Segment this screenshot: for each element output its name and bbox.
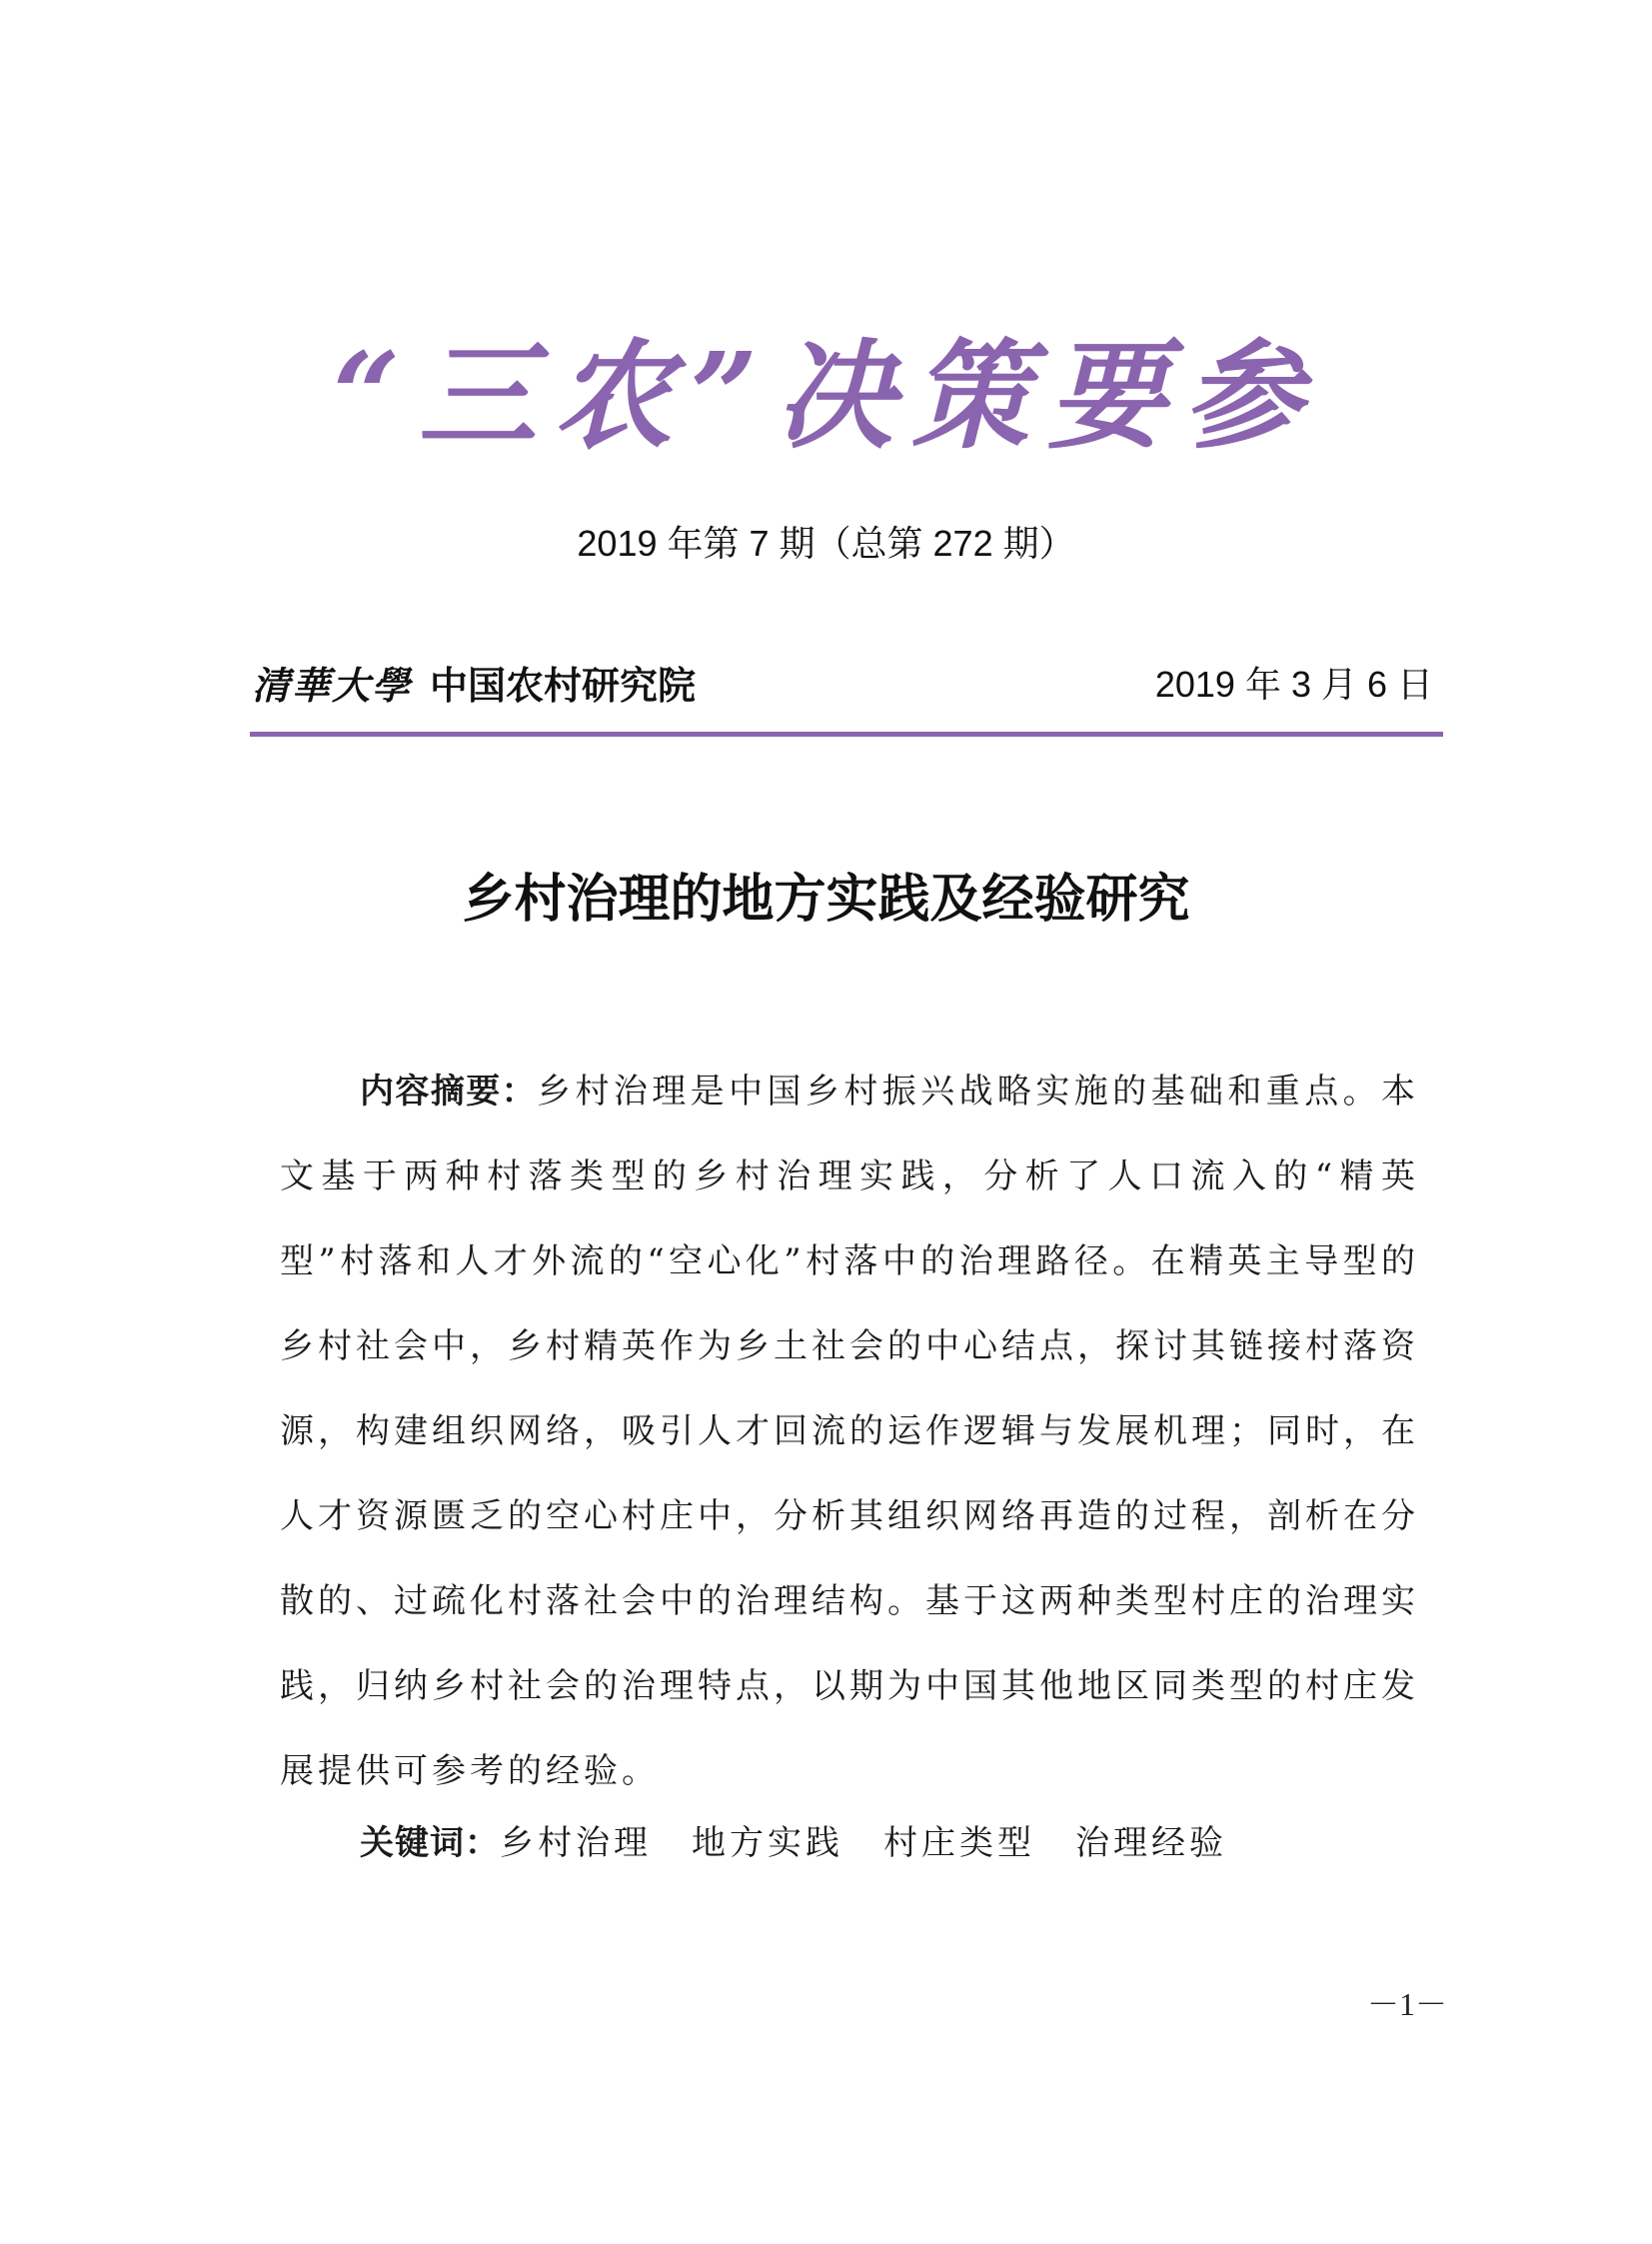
keyword-item: 乡村治理 bbox=[500, 1823, 652, 1863]
masthead-title: “三农”决策要参 bbox=[332, 326, 1320, 465]
keywords-line bbox=[360, 1801, 1439, 1886]
publication-date: 2019 年 3 月 6 日 bbox=[1154, 664, 1433, 705]
abstract-label: 内容摘要： bbox=[360, 1072, 538, 1112]
article-title: 乡村治理的地方实践及经验研究 bbox=[462, 869, 1190, 930]
issue-number: 2019 年第 7 期（总第 272 期） bbox=[577, 523, 1075, 564]
publisher bbox=[252, 655, 696, 710]
keyword-item: 地方实践 bbox=[692, 1823, 843, 1863]
abstract-text: 乡村治理是中国乡村振兴战略实施的基础和重点。本文基于两种村落类型的乡村治理实践，分析了人口流入的“精英型”村落和人才外流的“空心化”村落中的治理路径。在精英主导型的乡村社会中，乡村精英作为乡土社会的中心结点，探讨其链接村落资源，构建组织网络，吸引人才回流的运作逻辑与发展机理；同时，在人才资源匮乏的空心村庄中，分析其组织网络再造的过程，剖析在分散的、过疏化村落社会中的治理结构。基于这两种类型村庄的治理实践，归纳乡村社会的治理特点，以期为中国其他地区同类型的村庄发展提供可参考的经验。 bbox=[280, 1072, 1420, 1791]
university-logo-text: 清華大學 bbox=[252, 663, 413, 708]
page-number: －1－ bbox=[1366, 1986, 1447, 2022]
header-line bbox=[252, 655, 1441, 711]
keyword-item: 治理经验 bbox=[1075, 1823, 1227, 1863]
keyword-item: 村庄类型 bbox=[883, 1823, 1035, 1863]
abstract-paragraph bbox=[280, 1050, 1419, 1814]
institute-name: 中国农村研究院 bbox=[430, 666, 697, 708]
header-divider bbox=[250, 732, 1443, 737]
keywords-label: 关键词： bbox=[360, 1823, 500, 1863]
